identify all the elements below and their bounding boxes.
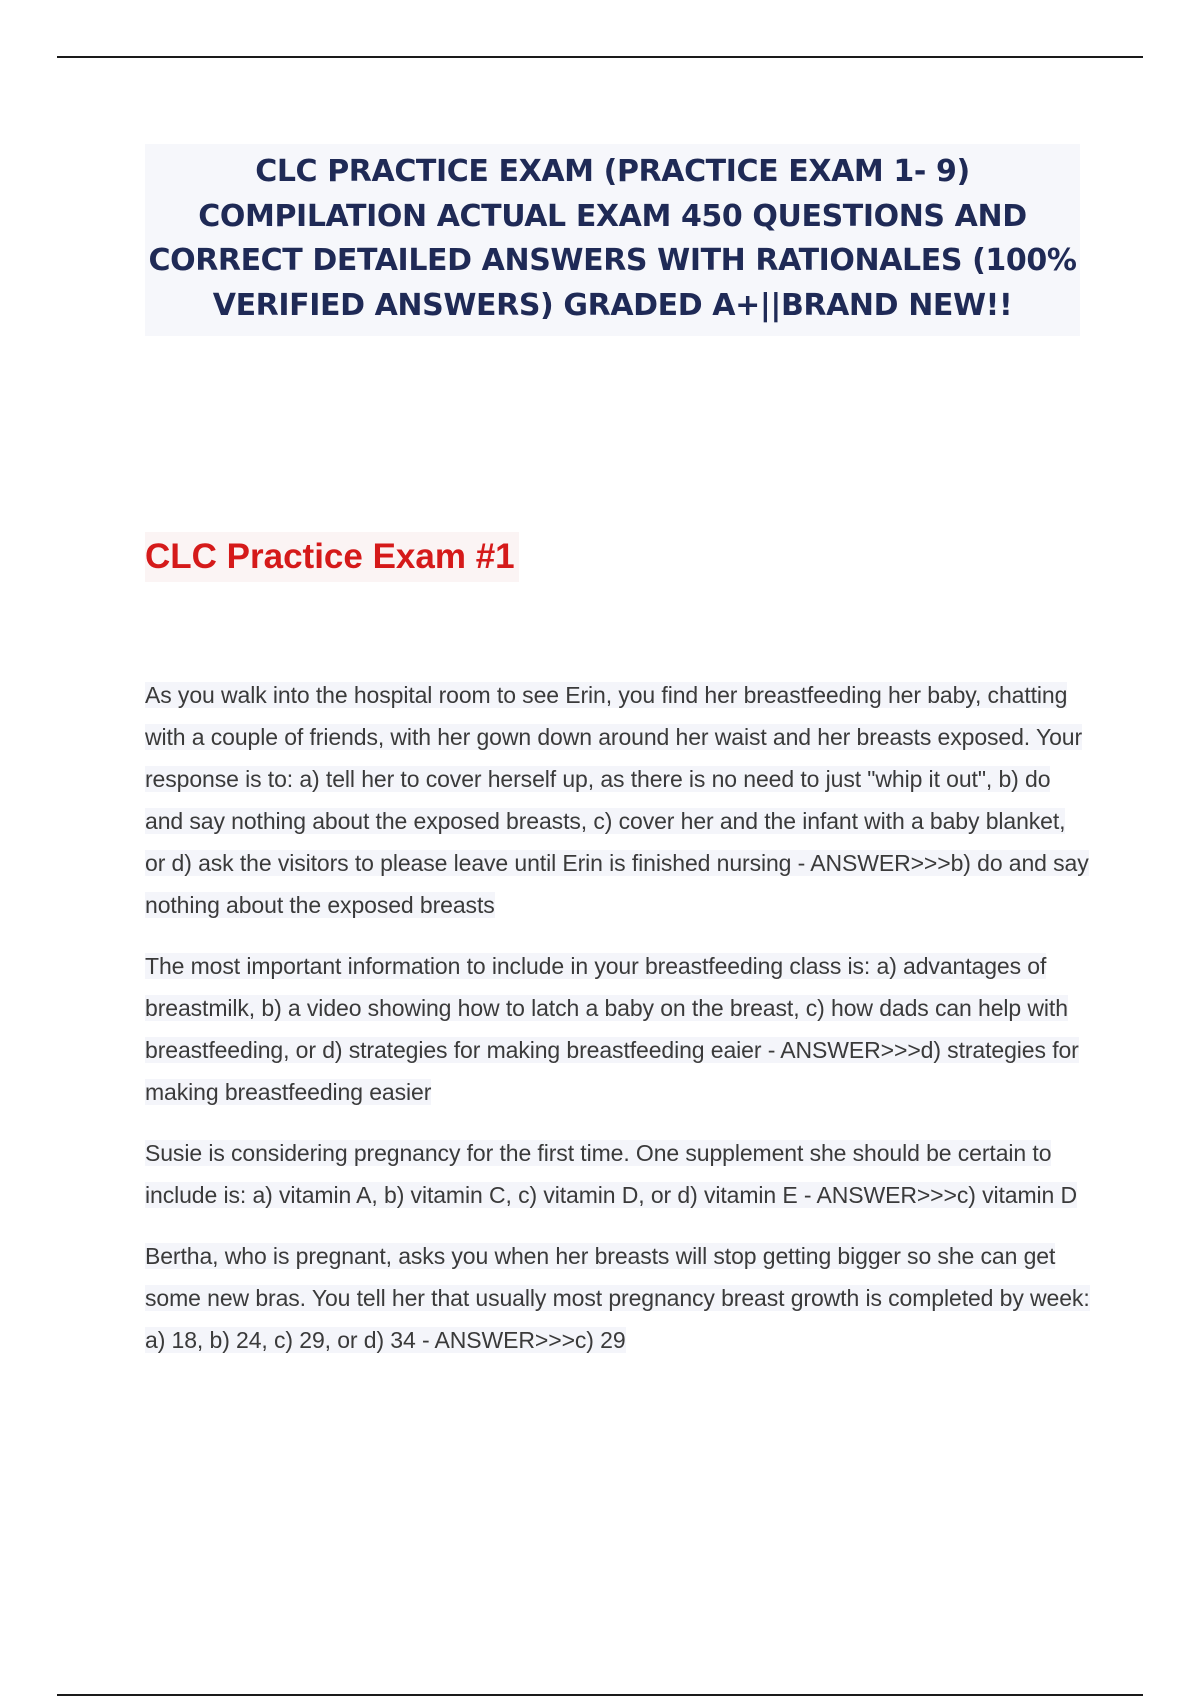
question-item: [145, 1235, 1090, 1361]
question-item: [145, 945, 1090, 1113]
question-list: [145, 674, 1090, 1380]
document-title: CLC PRACTICE EXAM (PRACTICE EXAM 1- 9) COMPILATION ACTUAL EXAM 450 QUESTIONS AND CORRECT DETAILED ANSWERS WITH RATIONALES (100% VERIFIED ANSWERS) GRADED A+||BRAND NEW!!: [145, 144, 1080, 336]
top-rule: [57, 56, 1143, 58]
question-item: [145, 674, 1090, 926]
question-item: [145, 1132, 1090, 1216]
question-text: As you walk into the hospital room to see Erin, you find her breastfeeding her baby, chatting with a couple of friends, with her gown down around her waist and her breasts exposed. Your response is to: a) tell her to cover herself up, as there is no need to just "whip it out", b) do and say nothing about the exposed breasts, c) cover her and the infant with a baby blanket, or d) ask the visitors to please leave until Erin is finished nursing - ANSWER>>>b) do and say nothing about the exposed breasts: [145, 682, 1089, 918]
bottom-rule: [57, 1694, 1143, 1696]
question-text: Bertha, who is pregnant, asks you when her breasts will stop getting bigger so she can get some new bras. You tell her that usually most pregnancy breast growth is completed by week: a) 18, b) 24, c) 29, or d) 34 - ANSWER>>>c) 29: [145, 1243, 1090, 1353]
question-text: Susie is considering pregnancy for the first time. One supplement she should be certain to include is: a) vitamin A, b) vitamin C, c) vitamin D, or d) vitamin E - ANSWER>>>c) vitamin D: [145, 1140, 1078, 1208]
question-text: The most important information to include in your breastfeeding class is: a) advantages of breastmilk, b) a video showing how to latch a baby on the breast, c) how dads can help with breastfeeding, or d) strategies for making breastfeeding eaier - ANSWER>>>d) strategies for making breastfeeding easier: [145, 953, 1079, 1105]
section-heading: CLC Practice Exam #1: [145, 532, 519, 582]
